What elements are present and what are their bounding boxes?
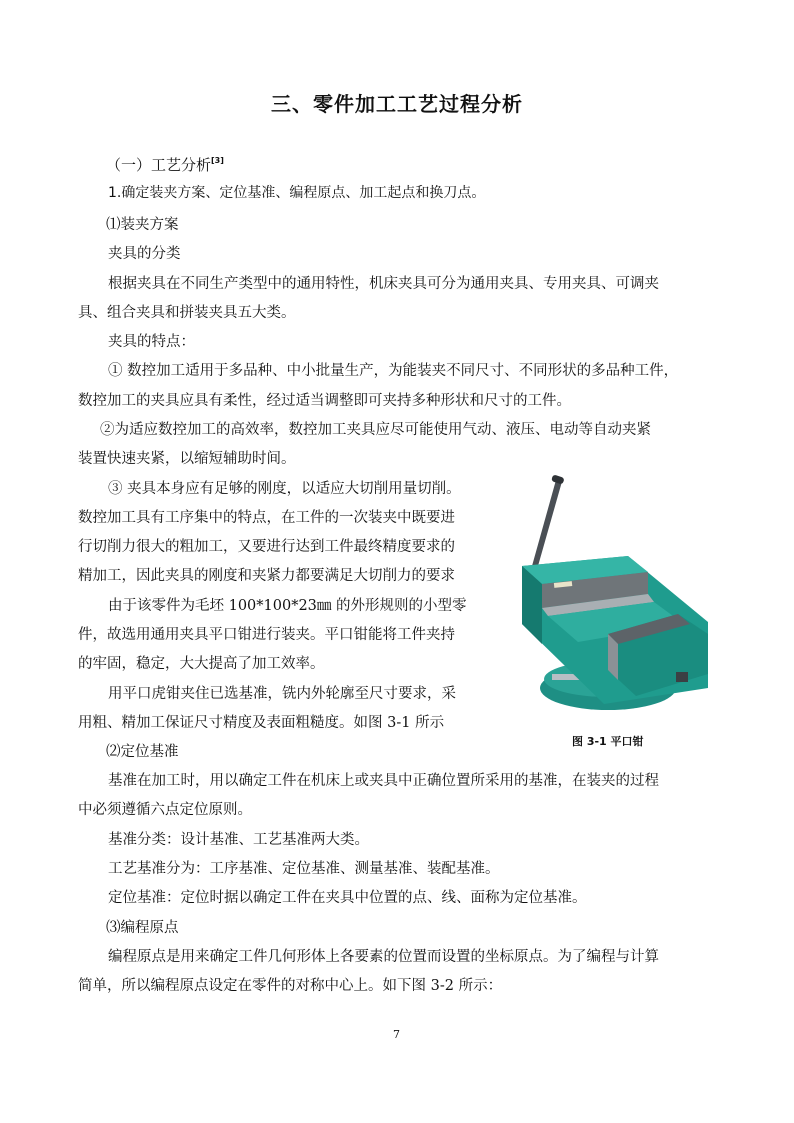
paragraph-line: 行切削力很大的粗加工，又要进行达到工件最终精度要求的 (78, 539, 455, 555)
paragraph-line: 具、组合夹具和拼装夹具五大类。 (78, 305, 296, 321)
paragraph-line: 根据夹具在不同生产类型中的通用特性，机床夹具可分为通用夹具、专用夹具、可调夹 (108, 276, 659, 292)
paragraph-line: 件，故选用通用夹具平口钳进行装夹。平口钳能将工件夹持 (78, 627, 455, 643)
subheading-origin: ⑶编程原点 (106, 920, 179, 936)
paragraph-line: 1.确定装夹方案、定位基准、编程原点、加工起点和换刀点。 (108, 185, 486, 201)
paragraph-line: 用粗、精加工保证尺寸精度及表面粗糙度。如图 3-1 所示 (78, 715, 445, 731)
paragraph-line: 简单，所以编程原点设定在零件的对称中心上。如下图 3-2 所示： (78, 978, 503, 994)
paragraph-line: ②为适应数控加工的高效率，数控加工夹具应尽可能使用气动、液压、电动等自动夹紧 (100, 422, 651, 438)
vise-handle-knob (551, 474, 565, 484)
paragraph-line: 中必须遵循六点定位原则。 (78, 802, 252, 818)
paragraph-line: ③ 夹具本身应有足够的刚度，以适应大切削用量切削。 (108, 481, 461, 497)
paragraph-line: 基准在加工时，用以确定工件在机床上或夹具中正确位置所采用的基准，在装夹的过程 (108, 773, 659, 789)
paragraph-line: 定位基准：定位时据以确定工件在夹具中位置的点、线、面称为定位基准。 (108, 890, 587, 906)
section-heading (106, 154, 224, 175)
paragraph-line: 的牢固，稳定，大大提高了加工效率。 (78, 656, 325, 672)
paragraph-line: ① 数控加工适用于多品种、中小批量生产，为能装夹不同尺寸、不同形状的多品种工件， (108, 363, 679, 379)
paragraph-line: 夹具的分类 (108, 246, 181, 262)
figure-caption: 图 3-1 平口钳 (572, 735, 644, 748)
vise-screw-end (676, 672, 688, 682)
paragraph-line: 数控加工具有工序集中的特点，在工件的一次装夹中既要进 (78, 510, 455, 526)
paragraph-line: 基准分类：设计基准、工艺基准两大类。 (108, 832, 369, 848)
section-heading-text: （一）工艺分析 (106, 156, 212, 174)
page-number: 7 (393, 1028, 400, 1041)
paragraph-line: 数控加工的夹具应具有柔性，经过适当调整即可夹持多种形状和尺寸的工件。 (78, 393, 571, 409)
vise-handle (532, 478, 563, 566)
subheading-datum: ⑵定位基准 (106, 744, 179, 760)
subheading-clamping: ⑴装夹方案 (106, 217, 179, 233)
paragraph-line: 工艺基准分为：工序基准、定位基准、测量基准、装配基准。 (108, 861, 500, 877)
paragraph-line: 装置快速夹紧，以缩短辅助时间。 (78, 451, 296, 467)
paragraph-line: 编程原点是用来确定工件几何形体上各要素的位置而设置的坐标原点。为了编程与计算 (108, 949, 659, 965)
page-title: 三、零件加工工艺过程分析 (271, 92, 523, 116)
paragraph-line: 由于该零件为毛坯 100*100*23㎜ 的外形规则的小型零 (108, 598, 467, 614)
paragraph-line: 夹具的特点： (108, 334, 195, 350)
machine-vise-image (508, 474, 716, 714)
paragraph-line: 精加工，因此夹具的刚度和夹紧力都要满足大切削力的要求 (78, 568, 455, 584)
citation-ref: [3] (211, 156, 224, 165)
paragraph-line: 用平口虎钳夹住已选基准，铣内外轮廓至尺寸要求，采 (108, 686, 456, 702)
